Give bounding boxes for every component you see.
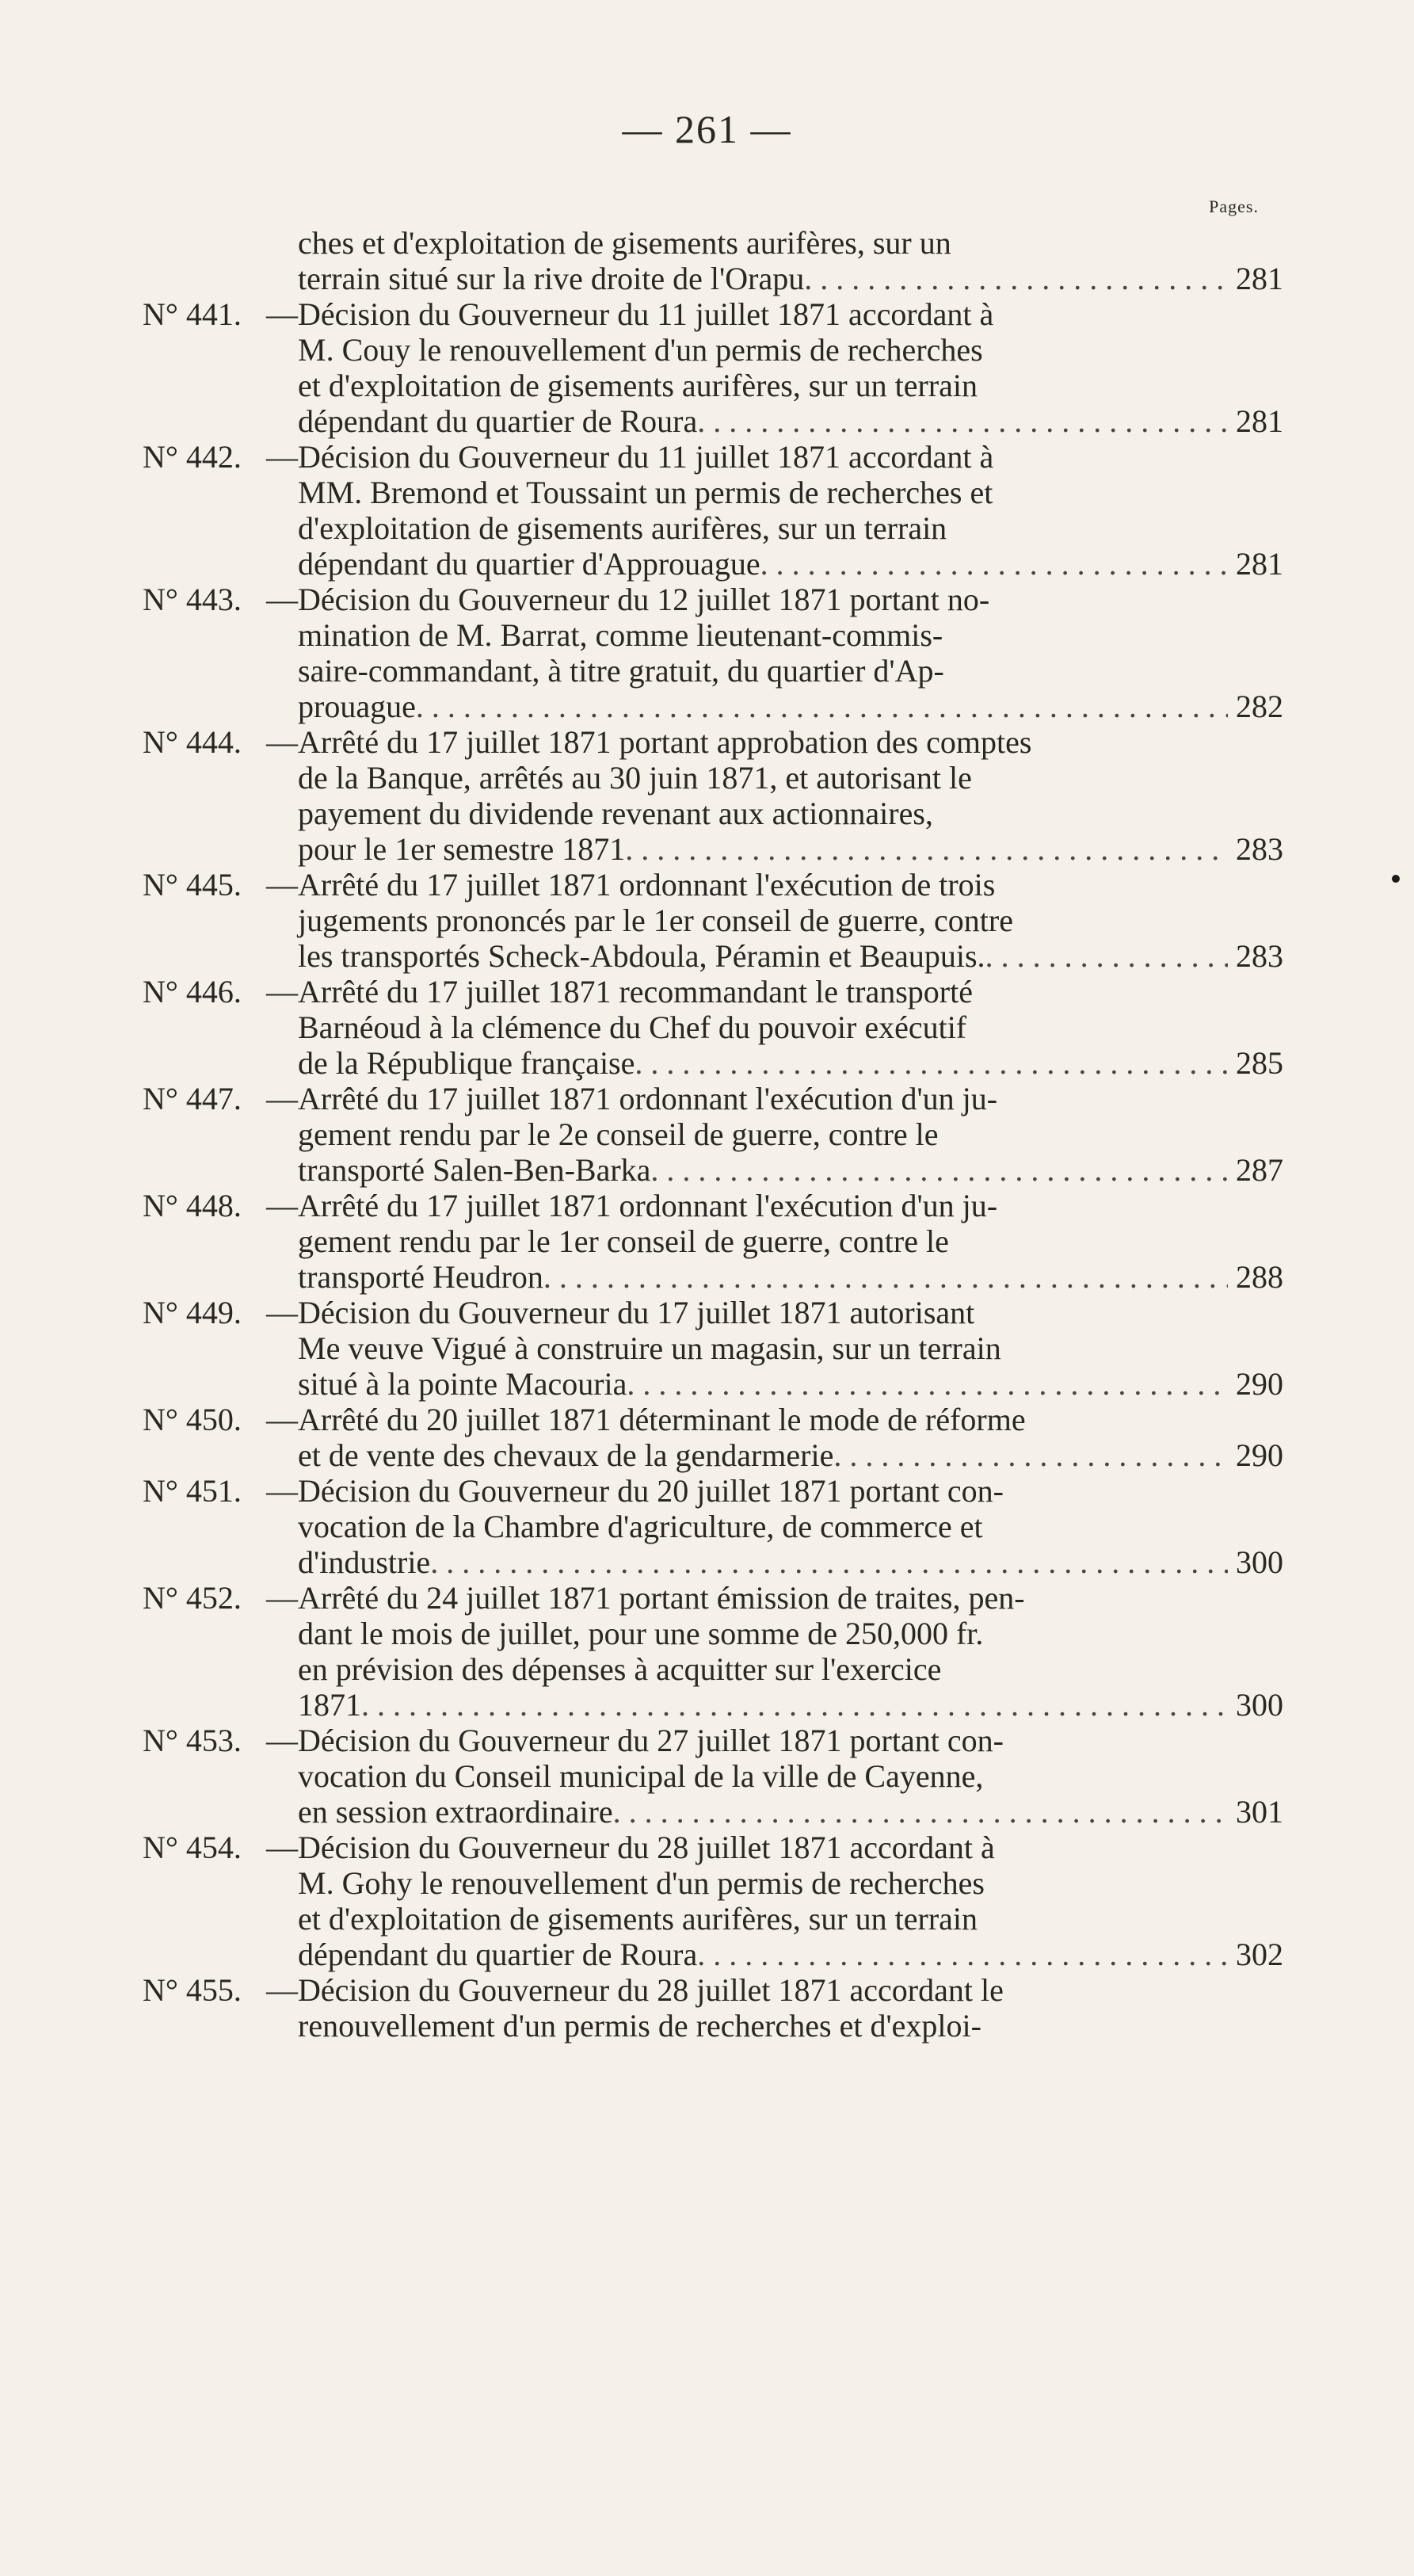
- dot-leader: [430, 1544, 1228, 1580]
- index-entry: [143, 867, 1283, 974]
- page-reference: 281: [1236, 403, 1283, 439]
- index-entry: [143, 724, 1283, 867]
- entry-text-line: d'exploitation de gisements aurifères, sur un terrain: [298, 510, 947, 546]
- entry-text-line: Décision du Gouverneur du 20 juillet 1871 portant con-: [298, 1473, 1004, 1509]
- entry-number: N° 452.: [143, 1580, 242, 1616]
- entry-text-line: Décision du Gouverneur du 12 juillet 1871 portant no-: [298, 582, 990, 617]
- entry-text-line: gement rendu par le 2e conseil de guerre, contre le: [298, 1116, 939, 1152]
- entry-text-line: dant le mois de juillet, pour une somme de 250,000 fr.: [298, 1616, 984, 1651]
- index-entry: [143, 1295, 1283, 1402]
- entry-description: [298, 1081, 1283, 1188]
- index-entry: [143, 1188, 1283, 1295]
- entry-number: N° 447.: [143, 1081, 242, 1116]
- entry-text-line: pour le 1er semestre 1871: [298, 831, 626, 867]
- entry-text-line: en session extraordinaire: [298, 1794, 613, 1830]
- page-reference: 285: [1236, 1045, 1283, 1081]
- entry-number: N° 451.: [143, 1473, 242, 1509]
- entry-text-line: dépendant du quartier d'Approuague: [298, 546, 760, 582]
- entry-number: N° 448.: [143, 1188, 242, 1223]
- dot-leader: [804, 261, 1228, 296]
- entry-text-line: les transportés Scheck-Abdoula, Péramin et Beaupuis.: [298, 938, 985, 974]
- dot-leader: [650, 1152, 1228, 1188]
- entry-number: N° 446.: [143, 974, 242, 1009]
- page-reference: 302: [1236, 1937, 1283, 1972]
- entry-text-line: situé à la pointe Macouria: [298, 1366, 627, 1402]
- entry-description: [298, 1295, 1283, 1402]
- entry-description: [298, 582, 1283, 724]
- entry-text-line: Décision du Gouverneur du 27 juillet 1871 portant con-: [298, 1723, 1004, 1758]
- entry-number: N° 453.: [143, 1723, 242, 1758]
- entry-text-line: Arrêté du 17 juillet 1871 portant approbation des comptes: [298, 724, 1032, 760]
- entry-text-line: MM. Bremond et Toussaint un permis de recherches et: [298, 475, 993, 510]
- entry-text-line: de la Banque, arrêtés au 30 juin 1871, et autorisant le: [298, 760, 972, 796]
- entry-text-line: mination de M. Barrat, comme lieutenant-commis-: [298, 617, 943, 653]
- entry-text-line: Arrêté du 24 juillet 1871 portant émission de traites, pen-: [298, 1580, 1025, 1616]
- dot-leader: [985, 938, 1228, 974]
- entry-description: [298, 724, 1283, 867]
- entry-text-line: terrain situé sur la rive droite de l'Orapu: [298, 261, 805, 296]
- entry-text-line: Arrêté du 20 juillet 1871 déterminant le mode de réforme: [298, 1402, 1026, 1437]
- entry-dash: —: [266, 439, 298, 475]
- page-reference: 290: [1236, 1437, 1283, 1473]
- dot-leader: [635, 1045, 1228, 1081]
- entry-text-line: ches et d'exploitation de gisements aurifères, sur un: [298, 225, 951, 261]
- entry-text-line: Décision du Gouverneur du 11 juillet 1871 accordant à: [298, 296, 994, 332]
- entry-description: [298, 974, 1283, 1081]
- entry-text-line: prouague: [298, 689, 416, 724]
- entry-text-line: de la République française: [298, 1045, 635, 1081]
- entry-text-line: Arrêté du 17 juillet 1871 recommandant le transporté: [298, 974, 973, 1009]
- page-reference: 282: [1236, 689, 1283, 724]
- entry-text-line: M. Gohy le renouvellement d'un permis de recherches: [298, 1865, 985, 1901]
- entry-text-line: 1871: [298, 1687, 361, 1723]
- entry-dash: —: [266, 1830, 298, 1865]
- dot-leader: [613, 1794, 1228, 1830]
- dot-leader: [543, 1259, 1228, 1295]
- index-entry: [143, 296, 1283, 439]
- entry-text-line: Arrêté du 17 juillet 1871 ordonnant l'exécution d'un ju-: [298, 1081, 998, 1116]
- entry-text-line: jugements prononcés par le 1er conseil de guerre, contre: [298, 903, 1013, 938]
- page-reference: 288: [1236, 1259, 1283, 1295]
- entry-text-line: payement du dividende revenant aux actionnaires,: [298, 796, 933, 831]
- page-number: — 261 —: [622, 107, 792, 151]
- entry-number: N° 442.: [143, 439, 242, 475]
- index-entry: [143, 1402, 1283, 1473]
- entry-text-line: gement rendu par le 1er conseil de guerre, contre le: [298, 1223, 949, 1259]
- entry-dash: —: [266, 1081, 298, 1116]
- entry-description: [298, 1402, 1283, 1473]
- entry-dash: —: [266, 582, 298, 617]
- entry-text-line: transporté Salen-Ben-Barka: [298, 1152, 651, 1188]
- entry-dash: —: [266, 724, 298, 760]
- page-reference: 301: [1236, 1794, 1283, 1830]
- entry-text-line: dépendant du quartier de Roura: [298, 1937, 698, 1972]
- page-reference: 283: [1236, 938, 1283, 974]
- page-reference: 290: [1236, 1366, 1283, 1402]
- entry-text-line: Décision du Gouverneur du 17 juillet 1871 autorisant: [298, 1295, 975, 1330]
- entry-text-line: renouvellement d'un permis de recherches et d'exploi-: [298, 2008, 981, 2044]
- entry-description: [298, 296, 1283, 439]
- entry-description: [298, 1723, 1283, 1830]
- index-entry: [143, 439, 1283, 582]
- entry-dash: —: [266, 1580, 298, 1616]
- entry-text-line: Décision du Gouverneur du 28 juillet 1871 accordant le: [298, 1972, 1004, 2008]
- dot-leader: [361, 1687, 1228, 1723]
- dot-leader: [833, 1437, 1228, 1473]
- entry-dash: —: [266, 1972, 298, 2008]
- entry-text-line: d'industrie: [298, 1544, 431, 1580]
- entry-dash: —: [266, 296, 298, 332]
- entry-number: N° 454.: [143, 1830, 242, 1865]
- entry-number: N° 445.: [143, 867, 242, 903]
- entry-number: N° 449.: [143, 1295, 242, 1330]
- entry-description: [298, 439, 1283, 582]
- entry-text-line: Arrêté du 17 juillet 1871 ordonnant l'exécution d'un ju-: [298, 1188, 998, 1223]
- index-entry: [143, 1830, 1283, 1972]
- page-reference: 287: [1236, 1152, 1283, 1188]
- page-reference: 281: [1236, 261, 1283, 296]
- entry-dash: —: [266, 867, 298, 903]
- dot-leader: [697, 403, 1228, 439]
- entry-text-line: Décision du Gouverneur du 11 juillet 1871 accordant à: [298, 439, 994, 475]
- entry-text-line: Me veuve Vigué à construire un magasin, sur un terrain: [298, 1330, 1001, 1366]
- entry-description: [298, 1830, 1283, 1972]
- entry-description: [298, 1972, 1283, 2044]
- entry-dash: —: [266, 1723, 298, 1758]
- entry-description: [298, 867, 1283, 974]
- entry-text-line: saire-commandant, à titre gratuit, du quartier d'Ap-: [298, 653, 944, 689]
- index-entry: [143, 1081, 1283, 1188]
- page-reference: 281: [1236, 546, 1283, 582]
- dot-leader: [697, 1937, 1228, 1972]
- entry-dash: —: [266, 1402, 298, 1437]
- index-entry: [143, 1473, 1283, 1580]
- entry-text-line: et de vente des chevaux de la gendarmerie: [298, 1437, 834, 1473]
- dot-leader: [625, 831, 1228, 867]
- entry-dash: —: [266, 1473, 298, 1509]
- margin-dot: [1392, 875, 1400, 883]
- entry-description: [298, 225, 1283, 296]
- entry-text-line: M. Couy le renouvellement d'un permis de recherches: [298, 332, 983, 368]
- page-reference: 300: [1236, 1544, 1283, 1580]
- entry-text-line: dépendant du quartier de Roura: [298, 403, 698, 439]
- entry-text-line: Barnéoud à la clémence du Chef du pouvoir exécutif: [298, 1009, 967, 1045]
- entry-number: N° 444.: [143, 724, 242, 760]
- dot-leader: [416, 689, 1228, 724]
- page-reference: 300: [1236, 1687, 1283, 1723]
- entry-text-line: et d'exploitation de gisements aurifères, sur un terrain: [298, 368, 978, 403]
- entry-text-line: et d'exploitation de gisements aurifères, sur un terrain: [298, 1901, 978, 1937]
- entry-number: N° 443.: [143, 582, 242, 617]
- entry-dash: —: [266, 974, 298, 1009]
- pages-column-label: Pages.: [1209, 197, 1259, 216]
- entry-text-line: vocation de la Chambre d'agriculture, de commerce et: [298, 1509, 983, 1544]
- entry-text-line: en prévision des dépenses à acquitter sur l'exercice: [298, 1651, 942, 1687]
- index-entry: [143, 225, 1283, 296]
- entry-text-line: Décision du Gouverneur du 28 juillet 1871 accordant à: [298, 1830, 995, 1865]
- entry-dash: —: [266, 1188, 298, 1223]
- dot-leader: [627, 1366, 1228, 1402]
- entry-text-line: Arrêté du 17 juillet 1871 ordonnant l'exécution de trois: [298, 867, 996, 903]
- entry-description: [298, 1473, 1283, 1580]
- entry-number: N° 450.: [143, 1402, 242, 1437]
- dot-leader: [760, 546, 1228, 582]
- page-reference: 283: [1236, 831, 1283, 867]
- entry-description: [298, 1188, 1283, 1295]
- index-entry: [143, 1723, 1283, 1830]
- index-entry: [143, 1972, 1283, 2044]
- entry-description: [298, 1580, 1283, 1723]
- index-entry: [143, 1580, 1283, 1723]
- index-entries: [143, 225, 1283, 2044]
- entry-dash: —: [266, 1295, 298, 1330]
- index-entry: [143, 582, 1283, 724]
- entry-number: N° 455.: [143, 1972, 242, 2008]
- index-entry: [143, 974, 1283, 1081]
- entry-number: N° 441.: [143, 296, 242, 332]
- entry-text-line: vocation du Conseil municipal de la ville de Cayenne,: [298, 1758, 984, 1794]
- entry-text-line: transporté Heudron: [298, 1259, 543, 1295]
